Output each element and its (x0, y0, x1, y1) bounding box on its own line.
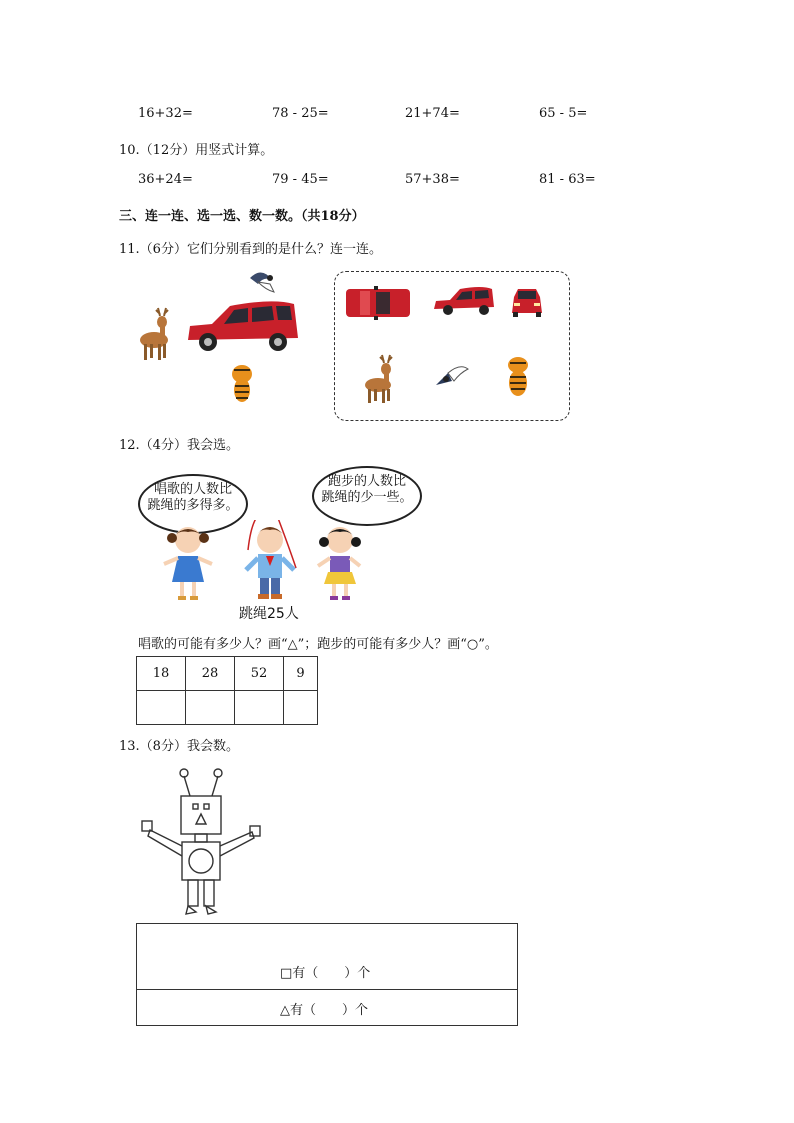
expression: 65 - 5= (539, 106, 588, 121)
deer-view-icon (365, 355, 392, 403)
option-cell: 52 (235, 657, 284, 691)
section-3-title: 三、连一连、选一选、数一数。（共18分） (119, 209, 365, 224)
bird-view-icon (436, 367, 468, 385)
answer-cell[interactable] (137, 691, 186, 725)
children-illustration (150, 520, 370, 610)
girl-singing-icon (164, 527, 212, 600)
car-top-view-icon (346, 286, 410, 320)
question-12-title: 12.（4分）我会选。 (119, 438, 239, 453)
observation-scene (130, 262, 310, 412)
question-12-instruction: 唱歌的可能有多少人？画“△”；跑步的可能有多少人？画“○”。 (138, 637, 498, 652)
expression: 81 - 63= (539, 172, 596, 187)
deer-icon (140, 308, 168, 360)
tiger-view-icon (508, 357, 528, 396)
expression: 57+38= (405, 172, 460, 187)
bubble-line: 跳绳的少一些。 (321, 490, 413, 505)
car-front-view-icon (512, 289, 542, 317)
answer-cell[interactable] (186, 691, 235, 725)
robot-figure (136, 766, 268, 916)
option-cell: 9 (284, 657, 318, 691)
car-side-icon (188, 301, 298, 351)
answer-cell[interactable] (235, 691, 284, 725)
option-cell: 28 (186, 657, 235, 691)
triangle-count-row: △有（ ）个 (280, 1003, 368, 1018)
expression: 16+32= (138, 106, 193, 121)
options-row (137, 657, 318, 691)
answer-cell[interactable] (284, 691, 318, 725)
square-count-row: □有（ ）个 (280, 966, 371, 981)
option-cell: 18 (137, 657, 186, 691)
expression: 21+74= (405, 106, 460, 121)
question-10-title: 10.（12分）用竖式计算。 (119, 143, 274, 158)
expression: 36+24= (138, 172, 193, 187)
expression: 78 - 25= (272, 106, 329, 121)
tiger-icon (232, 365, 252, 402)
bubble-line: 跑步的人数比 (327, 474, 406, 489)
bubble-line: 唱歌的人数比 (153, 482, 232, 497)
boy-jumping-rope-icon (246, 520, 296, 599)
expression: 79 - 45= (272, 172, 329, 187)
views-grid (334, 271, 568, 419)
answer-row (137, 691, 318, 725)
bubble-line: 跳绳的多得多。 (147, 498, 239, 513)
rope-caption: 跳绳25人 (239, 606, 299, 622)
row-divider (137, 989, 517, 990)
car-side-view-icon (434, 287, 494, 315)
question-11-title: 11.（6分）它们分别看到的是什么？连一连。 (119, 242, 382, 257)
count-table (136, 923, 518, 1026)
question-13-title: 13.（8分）我会数。 (119, 739, 239, 754)
speech-bubble-running (312, 466, 422, 526)
options-table (136, 656, 318, 725)
bird-icon (250, 272, 274, 292)
girl-running-icon (318, 527, 361, 600)
